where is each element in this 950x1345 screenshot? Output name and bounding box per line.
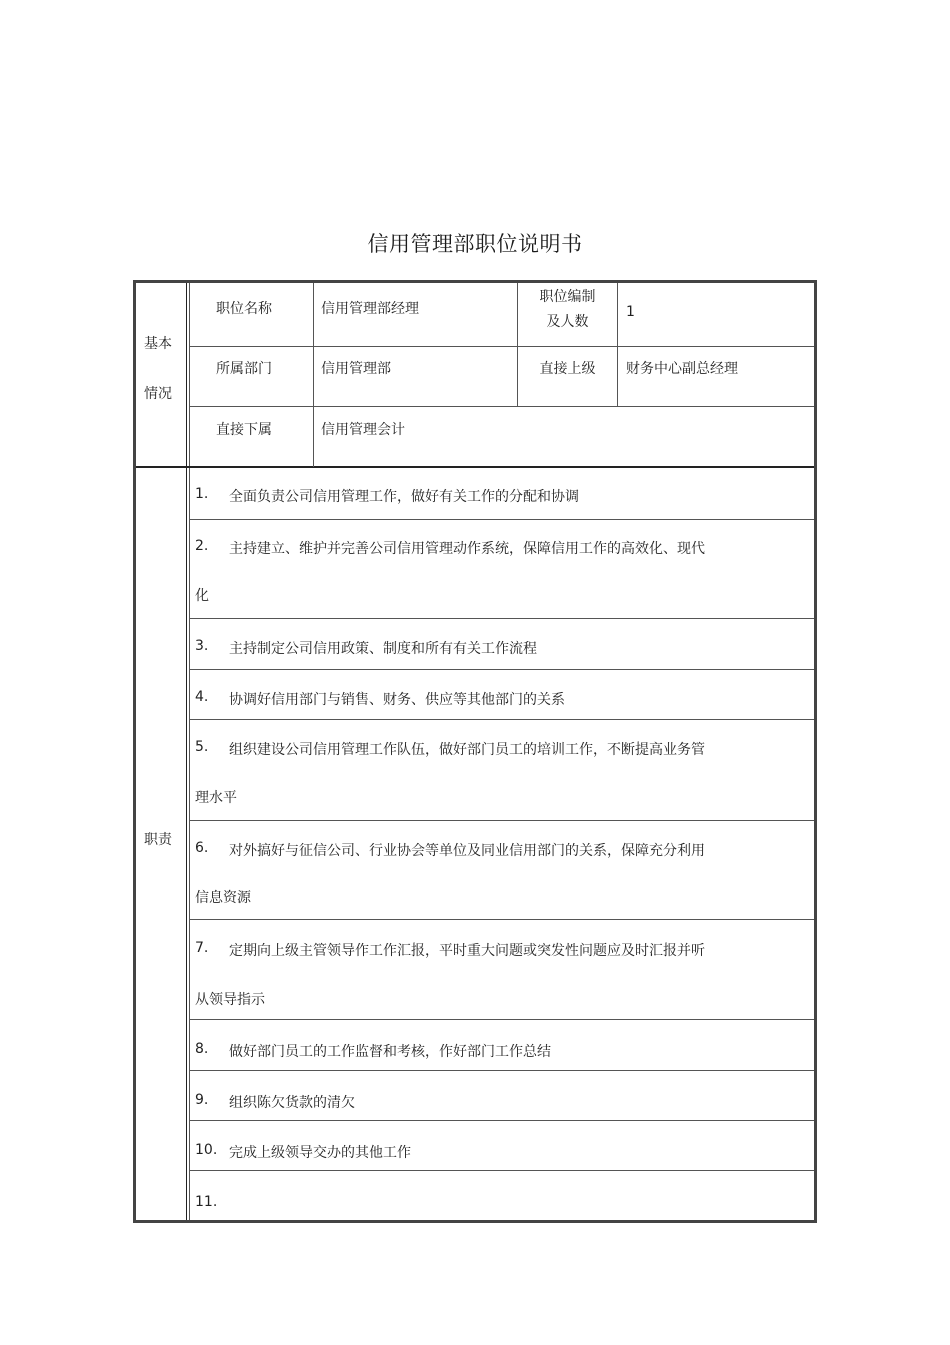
duty-text: 做好部门员工的工作监督和考核，作好部门工作总结 <box>229 1044 551 1060</box>
basic-section-label-1: 基本 <box>144 336 172 352</box>
duty-number: 2. <box>195 538 209 554</box>
duty-number: 11. <box>195 1194 218 1210</box>
duty-text: 组织建设公司信用管理工作队伍，做好部门员工的培训工作，不断提高业务管 <box>229 742 705 758</box>
duty-number: 6. <box>195 840 209 856</box>
duty-number: 7. <box>195 940 209 956</box>
duty-number: 9. <box>195 1092 209 1108</box>
basic-section-label-2: 情况 <box>144 386 172 402</box>
headcount-label-line1: 职位编制 <box>539 289 596 305</box>
duty-row-divider <box>189 1120 814 1121</box>
duty-row-divider <box>189 1019 814 1020</box>
duty-text: 完成上级领导交办的其他工作 <box>229 1145 411 1161</box>
basic-row-divider-2 <box>189 406 814 407</box>
duty-text: 对外搞好与征信公司、行业协会等单位及同业信用部门的关系，保障充分利用 <box>229 843 705 859</box>
duty-text: 主持制定公司信用政策、制度和所有有关工作流程 <box>229 641 537 657</box>
duty-text-continued: 信息资源 <box>195 890 251 906</box>
page-title: 信用管理部职位说明书 <box>367 232 583 256</box>
superior-value: 财务中心副总经理 <box>626 361 738 377</box>
department-value: 信用管理部 <box>321 361 391 377</box>
duty-text: 主持建立、维护并完善公司信用管理动作系统，保障信用工作的高效化、现代 <box>229 541 705 557</box>
basic-row-divider-1 <box>189 346 814 347</box>
duty-number: 1. <box>195 486 209 502</box>
duty-row-divider <box>189 919 814 920</box>
duties-section-label: 职责 <box>144 832 172 848</box>
left-column-divider-inner <box>189 283 190 1220</box>
duty-row-divider <box>189 519 814 520</box>
section-divider <box>136 466 814 468</box>
duty-number: 4. <box>195 689 209 705</box>
subordinate-value: 信用管理会计 <box>321 422 405 438</box>
duty-text-continued: 理水平 <box>195 790 237 806</box>
position-name-value: 信用管理部经理 <box>321 301 419 317</box>
position-name-label: 职位名称 <box>216 301 272 317</box>
duty-text-continued: 化 <box>195 588 209 604</box>
duty-text: 定期向上级主管领导作工作汇报，平时重大问题或突发性问题应及时汇报并听 <box>229 943 705 959</box>
basic-col-divider-3 <box>617 283 618 407</box>
duty-text: 全面负责公司信用管理工作，做好有关工作的分配和协调 <box>229 489 579 505</box>
department-label: 所属部门 <box>216 361 272 377</box>
duty-text-continued: 从领导指示 <box>195 992 265 1008</box>
duty-number: 5. <box>195 739 209 755</box>
duty-number: 10. <box>195 1142 218 1158</box>
duty-row-divider <box>189 1070 814 1071</box>
duty-text: 协调好信用部门与销售、财务、供应等其他部门的关系 <box>229 692 565 708</box>
duty-text: 组织陈欠货款的清欠 <box>229 1095 355 1111</box>
basic-col-divider-1 <box>313 283 314 467</box>
subordinate-label: 直接下属 <box>216 422 272 438</box>
duty-row-divider <box>189 1170 814 1171</box>
duty-row-divider <box>189 719 814 720</box>
duty-row-divider <box>189 618 814 619</box>
duty-number: 8. <box>195 1041 209 1057</box>
duty-row-divider <box>189 820 814 821</box>
duty-number: 3. <box>195 638 209 654</box>
headcount-label-line2: 及人数 <box>546 314 589 330</box>
duty-row-divider <box>189 669 814 670</box>
superior-label: 直接上级 <box>539 361 596 377</box>
left-column-divider <box>186 283 187 1220</box>
headcount-value: 1 <box>626 304 635 320</box>
